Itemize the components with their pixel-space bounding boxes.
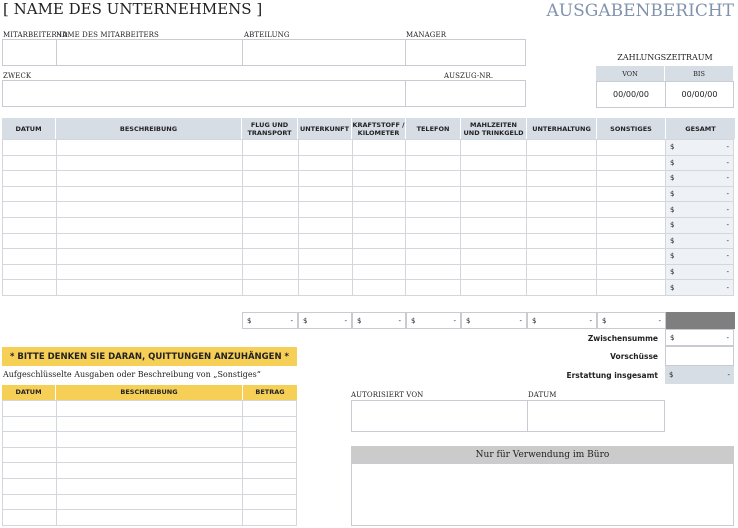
auth-date-label: DATUM xyxy=(528,391,557,399)
currency-symbol: $ xyxy=(670,268,675,277)
subtotal-label: Zwischensumme xyxy=(587,334,658,343)
col-phone: TELEFON xyxy=(406,118,461,139)
expense-cell[interactable] xyxy=(352,186,406,202)
itemized-cell[interactable] xyxy=(56,432,242,448)
expense-cell[interactable] xyxy=(56,233,242,249)
currency-symbol: $ xyxy=(670,252,675,261)
expense-cell[interactable] xyxy=(3,217,57,233)
itemized-table xyxy=(2,400,297,526)
itemized-cell[interactable] xyxy=(3,510,57,526)
expense-cell[interactable] xyxy=(406,202,461,218)
itemized-cell[interactable] xyxy=(243,447,297,463)
expense-cell[interactable] xyxy=(597,186,666,202)
itemized-col-description: BESCHREIBUNG xyxy=(56,385,243,400)
currency-symbol: $ xyxy=(670,143,675,152)
period-to-label: BIS xyxy=(665,66,734,81)
expense-cell[interactable] xyxy=(352,264,406,280)
expense-cell[interactable] xyxy=(242,280,298,296)
col-description: BESCHREIBUNG xyxy=(56,118,242,139)
expense-cell[interactable] xyxy=(56,140,242,156)
expense-cell[interactable] xyxy=(298,280,352,296)
expense-row xyxy=(3,140,734,156)
expense-cell[interactable] xyxy=(406,249,461,265)
total-phone: $ - xyxy=(406,312,461,329)
expense-table xyxy=(2,139,734,296)
expense-cell[interactable] xyxy=(352,280,406,296)
expense-cell[interactable] xyxy=(56,217,242,233)
itemized-caption: Aufgeschlüsselte Ausgaben oder Beschreibung von „Sonstiges“ xyxy=(3,370,261,379)
expense-cell[interactable] xyxy=(406,171,461,187)
expense-cell[interactable] xyxy=(597,264,666,280)
expense-cell[interactable] xyxy=(56,280,242,296)
expense-cell[interactable] xyxy=(352,140,406,156)
expense-cell[interactable] xyxy=(527,249,597,265)
amount-dash: - xyxy=(726,252,729,261)
expense-cell[interactable] xyxy=(242,155,298,171)
total-other: $ - xyxy=(597,312,666,329)
expense-row xyxy=(3,202,734,218)
itemized-cell[interactable] xyxy=(56,401,242,417)
expense-cell[interactable] xyxy=(298,264,352,280)
expense-cell[interactable] xyxy=(597,155,666,171)
advances-label: Vorschüsse xyxy=(610,352,658,361)
row-total-cell xyxy=(666,171,734,187)
col-accommodation: UNTERKUNFT xyxy=(298,118,352,139)
total-fuel: $ - xyxy=(352,312,406,329)
expense-cell[interactable] xyxy=(242,186,298,202)
amount-dash: - xyxy=(726,158,729,167)
row-total-cell xyxy=(666,264,734,280)
row-total-cell xyxy=(666,249,734,265)
currency-symbol: $ xyxy=(670,205,675,214)
authorized-by-label: AUTORISIERT VON xyxy=(351,391,424,399)
amount-dash: - xyxy=(726,174,729,183)
itemized-row xyxy=(3,447,297,463)
expense-cell[interactable] xyxy=(406,186,461,202)
expense-cell[interactable] xyxy=(3,280,57,296)
itemized-cell[interactable] xyxy=(243,463,297,479)
itemized-col-date: DATUM xyxy=(2,385,56,400)
currency-symbol: $ xyxy=(670,283,675,292)
row-total-cell xyxy=(666,202,734,218)
itemized-header xyxy=(2,385,297,400)
period-to-field[interactable]: 00/00/00 xyxy=(665,81,734,108)
expense-cell[interactable] xyxy=(3,249,57,265)
expense-cell[interactable] xyxy=(527,280,597,296)
employee-name-field[interactable] xyxy=(56,39,243,66)
col-other: SONSTIGES xyxy=(597,118,666,139)
column-totals-row xyxy=(242,312,735,329)
expense-row xyxy=(3,280,734,296)
itemized-row xyxy=(3,401,297,417)
expense-cell[interactable] xyxy=(56,155,242,171)
expense-cell[interactable] xyxy=(597,171,666,187)
expense-cell[interactable] xyxy=(461,202,527,218)
expense-cell[interactable] xyxy=(298,233,352,249)
expense-cell[interactable] xyxy=(56,171,242,187)
itemized-cell[interactable] xyxy=(243,432,297,448)
advances-field[interactable] xyxy=(665,346,734,366)
itemized-cell[interactable] xyxy=(243,494,297,510)
expense-cell[interactable] xyxy=(3,171,57,187)
expense-cell[interactable] xyxy=(527,217,597,233)
itemized-cell[interactable] xyxy=(3,478,57,494)
expense-cell[interactable] xyxy=(461,249,527,265)
purpose-field[interactable] xyxy=(2,80,406,107)
total-flight: $ - xyxy=(242,312,298,329)
expense-cell[interactable] xyxy=(298,140,352,156)
statement-no-label: AUSZUG-NR. xyxy=(444,72,494,80)
manager-label: MANAGER xyxy=(406,31,447,39)
expense-cell[interactable] xyxy=(242,264,298,280)
itemized-cell[interactable] xyxy=(3,432,57,448)
row-total-cell xyxy=(666,233,734,249)
expense-cell[interactable] xyxy=(352,202,406,218)
expense-cell[interactable] xyxy=(56,249,242,265)
expense-cell[interactable] xyxy=(527,155,597,171)
expense-row xyxy=(3,233,734,249)
expense-cell[interactable] xyxy=(298,202,352,218)
row-total-cell xyxy=(666,155,734,171)
itemized-cell[interactable] xyxy=(56,478,242,494)
col-flight-transport: FLUG UND TRANSPORT xyxy=(242,118,298,139)
expense-row xyxy=(3,249,734,265)
itemized-row xyxy=(3,510,297,526)
employee-id-field[interactable] xyxy=(2,39,57,66)
itemized-cell[interactable] xyxy=(3,463,57,479)
currency-symbol: $ xyxy=(670,221,675,230)
employee-id-label: MITARBEITER-ID xyxy=(3,31,68,39)
expense-cell[interactable] xyxy=(3,155,57,171)
employee-name-label: NAME DES MITARBEITERS xyxy=(56,31,159,39)
col-fuel-mileage: KRAFTSTOFF / KILOMETER xyxy=(352,118,406,139)
expense-cell[interactable] xyxy=(597,140,666,156)
expense-cell[interactable] xyxy=(352,233,406,249)
itemized-row xyxy=(3,432,297,448)
currency-symbol: $ xyxy=(670,174,675,183)
expense-cell[interactable] xyxy=(298,186,352,202)
itemized-cell[interactable] xyxy=(243,510,297,526)
expense-cell[interactable] xyxy=(597,233,666,249)
expense-cell[interactable] xyxy=(242,249,298,265)
amount-dash: - xyxy=(726,190,729,199)
amount-dash: - xyxy=(726,221,729,230)
expense-cell[interactable] xyxy=(527,202,597,218)
total-accommodation: $ - xyxy=(298,312,352,329)
itemized-cell[interactable] xyxy=(3,447,57,463)
main-table-header xyxy=(2,118,735,139)
expense-cell[interactable] xyxy=(461,186,527,202)
expense-cell[interactable] xyxy=(242,233,298,249)
itemized-cell[interactable] xyxy=(56,447,242,463)
currency-symbol: $ xyxy=(670,190,675,199)
manager-field[interactable] xyxy=(405,39,526,66)
expense-row xyxy=(3,171,734,187)
itemized-cell[interactable] xyxy=(56,510,242,526)
itemized-cell[interactable] xyxy=(243,478,297,494)
expense-cell[interactable] xyxy=(597,249,666,265)
row-total-cell xyxy=(666,186,734,202)
expense-cell[interactable] xyxy=(461,140,527,156)
expense-cell[interactable] xyxy=(527,171,597,187)
total-meals: $ - xyxy=(461,312,527,329)
expense-cell[interactable] xyxy=(298,217,352,233)
expense-cell[interactable] xyxy=(406,140,461,156)
expense-cell[interactable] xyxy=(597,280,666,296)
itemized-cell[interactable] xyxy=(56,416,242,432)
itemized-cell[interactable] xyxy=(243,416,297,432)
receipt-reminder: * BITTE DENKEN SIE DARAN, QUITTUNGEN ANZUHÄNGEN * xyxy=(2,347,297,366)
amount-dash: - xyxy=(726,283,729,292)
expense-cell[interactable] xyxy=(3,140,57,156)
expense-cell[interactable] xyxy=(527,140,597,156)
expense-cell[interactable] xyxy=(56,264,242,280)
expense-cell[interactable] xyxy=(406,155,461,171)
expense-cell[interactable] xyxy=(298,155,352,171)
row-total-cell xyxy=(666,140,734,156)
expense-cell[interactable] xyxy=(461,280,527,296)
amount-dash: - xyxy=(726,236,729,245)
currency-symbol: $ xyxy=(670,236,675,245)
itemized-cell[interactable] xyxy=(3,401,57,417)
expense-cell[interactable] xyxy=(406,264,461,280)
total-entertainment: $ - xyxy=(527,312,597,329)
itemized-row xyxy=(3,463,297,479)
expense-row xyxy=(3,264,734,280)
itemized-cell[interactable] xyxy=(56,494,242,510)
expense-cell[interactable] xyxy=(597,217,666,233)
expense-cell[interactable] xyxy=(352,217,406,233)
office-use-field[interactable] xyxy=(351,463,734,526)
report-title: AUSGABENBERICHT xyxy=(546,1,734,21)
expense-row xyxy=(3,217,734,233)
expense-cell[interactable] xyxy=(406,233,461,249)
expense-cell[interactable] xyxy=(3,186,57,202)
expense-cell[interactable] xyxy=(597,202,666,218)
itemized-cell[interactable] xyxy=(243,401,297,417)
expense-cell[interactable] xyxy=(242,140,298,156)
currency-symbol: $ xyxy=(670,158,675,167)
row-total-cell xyxy=(666,217,734,233)
expense-cell[interactable] xyxy=(298,171,352,187)
expense-cell[interactable] xyxy=(242,171,298,187)
expense-cell[interactable] xyxy=(461,233,527,249)
expense-cell[interactable] xyxy=(527,233,597,249)
expense-cell[interactable] xyxy=(3,264,57,280)
col-total: GESAMT xyxy=(666,118,735,139)
col-entertainment: UNTERHALTUNG xyxy=(527,118,597,139)
expense-cell[interactable] xyxy=(3,202,57,218)
pay-period-title: ZAHLUNGSZEITRAUM xyxy=(617,53,713,62)
total-refund-value: $ - xyxy=(665,366,734,384)
expense-cell[interactable] xyxy=(461,264,527,280)
expense-cell[interactable] xyxy=(352,249,406,265)
amount-dash: - xyxy=(726,205,729,214)
expense-cell[interactable] xyxy=(3,233,57,249)
subtotal-value: $ - xyxy=(665,329,734,346)
period-from-label: VON xyxy=(596,66,665,81)
grand-total-cell xyxy=(666,312,735,329)
expense-cell[interactable] xyxy=(56,202,242,218)
expense-cell[interactable] xyxy=(406,217,461,233)
expense-cell[interactable] xyxy=(298,249,352,265)
itemized-cell[interactable] xyxy=(3,494,57,510)
authorized-by-field[interactable] xyxy=(351,400,528,432)
department-label: ABTEILUNG xyxy=(244,31,290,39)
office-use-title: Nur für Verwendung im Büro xyxy=(351,446,734,463)
expense-cell[interactable] xyxy=(406,280,461,296)
amount-dash: - xyxy=(726,268,729,277)
expense-cell[interactable] xyxy=(352,171,406,187)
statement-no-field[interactable] xyxy=(405,80,526,107)
auth-date-field[interactable] xyxy=(527,400,665,432)
itemized-row xyxy=(3,478,297,494)
expense-cell[interactable] xyxy=(242,202,298,218)
expense-row xyxy=(3,186,734,202)
department-field[interactable] xyxy=(242,39,406,66)
expense-cell[interactable] xyxy=(242,217,298,233)
period-from-field[interactable]: 00/00/00 xyxy=(596,81,666,108)
expense-cell[interactable] xyxy=(461,217,527,233)
col-meals-tips: MAHLZEITEN UND TRINKGELD xyxy=(461,118,527,139)
itemized-cell[interactable] xyxy=(3,416,57,432)
amount-dash: - xyxy=(726,143,729,152)
itemized-col-amount: BETRAG xyxy=(243,385,297,400)
expense-cell[interactable] xyxy=(527,264,597,280)
purpose-label: ZWECK xyxy=(3,72,32,80)
row-total-cell xyxy=(666,280,734,296)
itemized-row xyxy=(3,416,297,432)
expense-cell[interactable] xyxy=(461,155,527,171)
expense-cell[interactable] xyxy=(461,171,527,187)
company-name: [ NAME DES UNTERNEHMENS ] xyxy=(3,0,263,18)
expense-cell[interactable] xyxy=(352,155,406,171)
itemized-cell[interactable] xyxy=(56,463,242,479)
col-date: DATUM xyxy=(2,118,56,139)
expense-row xyxy=(3,155,734,171)
itemized-row xyxy=(3,494,297,510)
expense-cell[interactable] xyxy=(527,186,597,202)
expense-cell[interactable] xyxy=(56,186,242,202)
total-refund-label: Erstattung insgesamt xyxy=(566,371,658,380)
